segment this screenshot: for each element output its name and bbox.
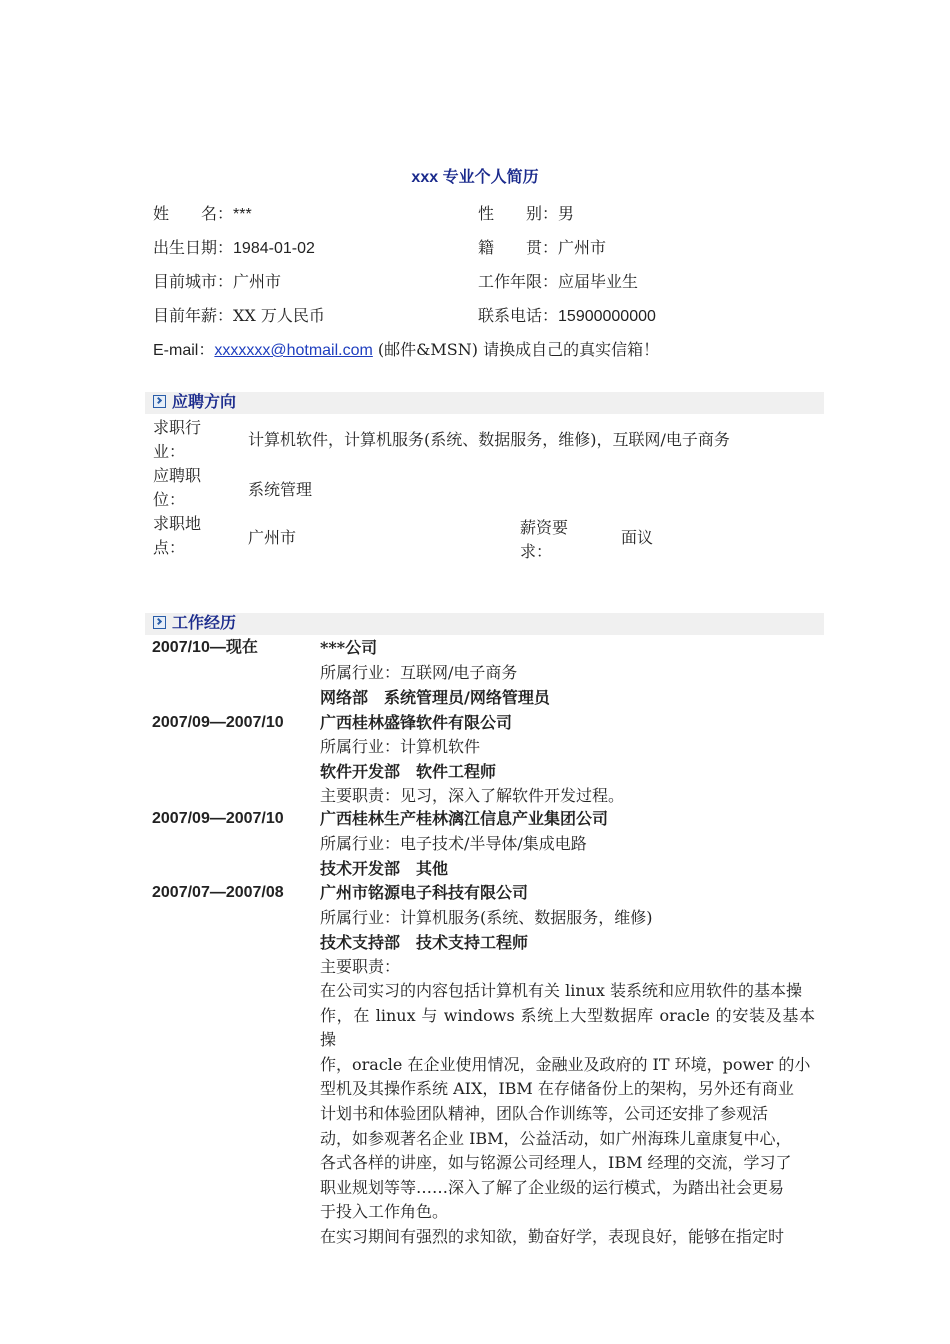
city-row <box>153 272 281 292</box>
expected-salary-value: 面议 <box>621 528 654 547</box>
description-line: 型机及其操作系统 AIX，IBM 在存储备份上的架构，另外还有商业 <box>320 1079 794 1099</box>
section-experience <box>145 613 824 635</box>
email-link[interactable]: xxxxxxx@hotmail.com <box>214 342 373 359</box>
phone-value: 15900000000 <box>558 308 656 325</box>
section-experience-heading: 工作经历 <box>172 615 237 632</box>
phone-row <box>478 306 656 327</box>
description-line: 各式各样的讲座，如与铭源公司经理人，IBM 经理的交流，学习了 <box>320 1153 792 1173</box>
job-date: 2007/10—现在 <box>152 639 258 656</box>
job-duty: 主要职责：见习，深入了解软件开发过程。 <box>320 786 625 805</box>
salary-label: 目前年薪： <box>153 306 234 325</box>
expected-salary-label-line1: 薪资要 <box>520 518 569 537</box>
description-line: 在公司实习的内容包括计算机有关 linux 装系统和应用软件的基本操 <box>320 981 803 1000</box>
description-line: 计划书和体验团队精神，团队合作训练等，公司还安排了参观活 <box>320 1103 769 1123</box>
section-image-icon <box>153 616 166 629</box>
name-value: *** <box>233 206 252 223</box>
job-date: 2007/09—2007/10 <box>152 810 284 827</box>
location-label-line2: 点： <box>153 538 186 557</box>
position-label <box>153 464 201 512</box>
city-label: 目前城市： <box>153 272 234 291</box>
location-label-line1: 求职地 <box>153 514 202 533</box>
industry-label-line1: 求职行 <box>153 418 202 437</box>
position-label-line2: 位： <box>153 490 186 509</box>
job-date: 2007/09—2007/10 <box>152 714 284 731</box>
job-company: 广西桂林生产桂林漓江信息产业集团公司 <box>320 809 609 828</box>
job-role: 技术支持部 技术支持工程师 <box>320 933 529 952</box>
job-role: 网络部 系统管理员/网络管理员 <box>320 688 550 707</box>
section-target <box>145 392 824 414</box>
section-target-heading: 应聘方向 <box>172 394 237 411</box>
job-industry: 所属行业：电子技术/半导体/集成电路 <box>320 834 587 853</box>
description-line: 作，在 linux 与 windows 系统上大型数据库 oracle 的安装及基本操 <box>320 1005 815 1050</box>
birth-value: 1984-01-02 <box>233 240 315 257</box>
industry-label-line2: 业： <box>153 442 186 461</box>
position-value: 系统管理 <box>248 480 313 499</box>
gender-label: 性 别： <box>478 204 559 223</box>
years-row <box>478 272 638 292</box>
years-label: 工作年限： <box>478 272 559 291</box>
job-role: 技术开发部 其他 <box>320 859 449 878</box>
years-value: 应届毕业生 <box>558 272 639 291</box>
city-value: 广州市 <box>233 272 282 291</box>
description-line: 作，oracle 在企业使用情况，金融业及政府的 IT 环境，power 的小 <box>320 1054 811 1074</box>
job-company: 广西桂林盛锋软件有限公司 <box>320 713 513 732</box>
native-row <box>478 238 606 258</box>
email-row <box>153 340 659 361</box>
expected-salary-label <box>520 516 568 564</box>
job-company: 广州市铭源电子科技有限公司 <box>320 883 529 902</box>
email-note: (邮件&MSN) 请换成自己的真实信箱！ <box>372 340 660 359</box>
job-company: ***公司 <box>320 638 378 657</box>
job-description <box>320 979 815 1250</box>
phone-label: 联系电话： <box>478 306 559 325</box>
location-value: 广州市 <box>248 528 297 547</box>
birth-label: 出生日期： <box>153 238 234 257</box>
birth-row <box>153 238 315 259</box>
email-label: E-mail： <box>153 342 215 359</box>
gender-row <box>478 204 574 224</box>
native-value: 广州市 <box>558 238 607 257</box>
gender-value: 男 <box>558 204 575 223</box>
expected-salary-label-line2: 求： <box>520 542 553 561</box>
description-line: 于投入工作角色。 <box>320 1202 449 1222</box>
page-title: xxx 专业个人简历 <box>411 169 539 186</box>
description-line: 动，如参观著名企业 IBM，公益活动，如广州海珠儿童康复中心， <box>320 1128 792 1148</box>
description-line: 在实习期间有强烈的求知欲，勤奋好学，表现良好，能够在指定时 <box>320 1226 785 1246</box>
job-industry: 所属行业：计算机服务(系统、数据服务，维修) <box>320 908 653 927</box>
native-label: 籍 贯： <box>478 238 559 257</box>
job-industry: 所属行业：互联网/电子商务 <box>320 663 518 682</box>
industry-label <box>153 416 201 464</box>
section-image-icon <box>153 395 166 408</box>
job-industry: 所属行业：计算机软件 <box>320 737 481 756</box>
description-line: 职业规划等等……深入了解了企业级的运行模式，为踏出社会更易 <box>320 1177 785 1197</box>
job-role: 软件开发部 软件工程师 <box>320 762 497 781</box>
name-row <box>153 204 252 225</box>
name-label: 姓 名： <box>153 204 234 223</box>
salary-row <box>153 306 325 326</box>
industry-value: 计算机软件，计算机服务(系统、数据服务，维修)，互联网/电子商务 <box>248 430 730 449</box>
salary-value: XX 万人民币 <box>233 306 325 325</box>
job-date: 2007/07—2007/08 <box>152 884 284 901</box>
location-label <box>153 512 201 560</box>
job-duty: 主要职责： <box>320 957 401 976</box>
position-label-line1: 应聘职 <box>153 466 202 485</box>
